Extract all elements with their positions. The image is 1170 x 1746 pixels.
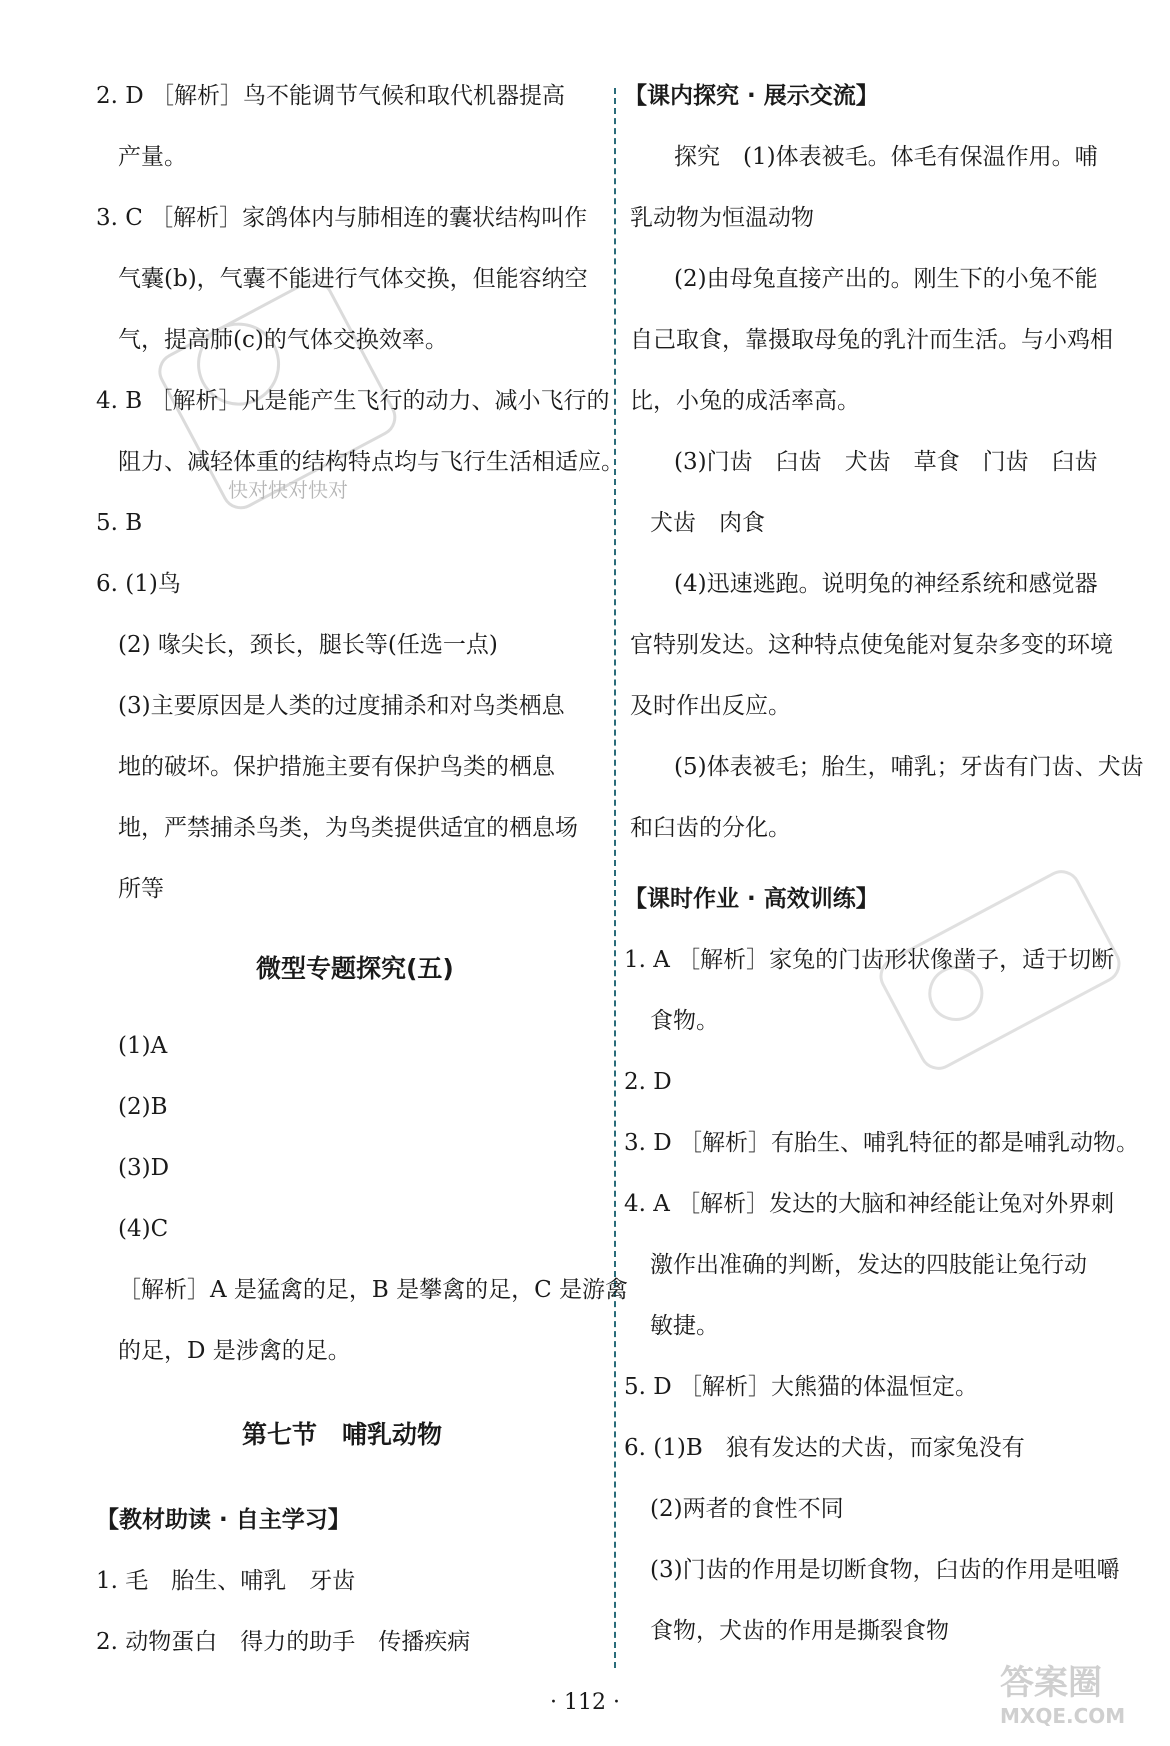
- answer-line: (3)D: [118, 1155, 170, 1181]
- answer-line: (4)迅速逃跑。说明兔的神经系统和感觉器: [674, 571, 1098, 597]
- answer-line: 及时作出反应。: [630, 693, 791, 719]
- answer-line: (2)由母兔直接产出的。刚生下的小兔不能: [674, 266, 1098, 292]
- section-heading: 【课时作业 · 高效训练】: [624, 886, 879, 912]
- answer-line: 气，提高肺(c)的气体交换效率。: [118, 327, 448, 353]
- answer-line: 产量。: [118, 144, 187, 170]
- column-divider: [614, 88, 616, 1668]
- watermark-caption: 快对快对快对: [228, 478, 348, 502]
- answer-line: 地，严禁捕杀鸟类，为鸟类提供适宜的栖息场: [118, 815, 578, 841]
- answer-line: 5. D ［解析］大熊猫的体温恒定。: [624, 1374, 979, 1400]
- answer-line: 3. D ［解析］有胎生、哺乳特征的都是哺乳动物。: [624, 1130, 1140, 1156]
- answer-line: 阻力、减轻体重的结构特点均与飞行生活相适应。: [118, 449, 624, 475]
- chapter-title: 第七节 哺乳动物: [242, 1420, 443, 1449]
- answer-line: 乳动物为恒温动物: [630, 205, 814, 231]
- answer-line: 2. 动物蛋白 得力的助手 传播疾病: [96, 1629, 471, 1655]
- answer-line: 敏捷。: [650, 1313, 719, 1339]
- watermark-logo-url: MXQE.COM: [1000, 1704, 1126, 1728]
- answer-line: 食物。: [650, 1008, 719, 1034]
- answer-line: 的足，D 是涉禽的足。: [118, 1338, 351, 1364]
- answer-line: (2)两者的食性不同: [650, 1496, 844, 1522]
- answer-line: 地的破坏。保护措施主要有保护鸟类的栖息: [118, 754, 555, 780]
- answer-line: 1. 毛 胎生、哺乳 牙齿: [96, 1568, 356, 1594]
- page-number: · 112 ·: [550, 1690, 620, 1715]
- answer-line: 激作出准确的判断，发达的四肢能让兔行动: [650, 1252, 1087, 1278]
- answer-line: 2. D ［解析］鸟不能调节气候和取代机器提高: [96, 83, 566, 109]
- answer-line: 食物，犬齿的作用是撕裂食物: [650, 1618, 949, 1644]
- section-heading: 【课内探究 · 展示交流】: [624, 83, 879, 109]
- answer-line: 气囊(b)，气囊不能进行气体交换，但能容纳空: [118, 266, 588, 292]
- answer-line: (4)C: [118, 1216, 169, 1242]
- answer-line: ［解析］A 是猛禽的足，B 是攀禽的足，C 是游禽: [118, 1277, 629, 1303]
- answer-line: 官特别发达。这种特点使兔能对复杂多变的环境: [630, 632, 1113, 658]
- answer-line: (3)主要原因是人类的过度捕杀和对鸟类栖息: [118, 693, 565, 719]
- answer-line: 5. B: [96, 510, 143, 536]
- answer-line: 犬齿 肉食: [650, 510, 765, 536]
- answer-line: (3)门齿 臼齿 犬齿 草食 门齿 臼齿: [674, 449, 1098, 475]
- answer-line: (1)A: [118, 1033, 168, 1059]
- answer-line: 6. (1)鸟: [96, 571, 181, 597]
- answer-line: (5)体表被毛；胎生，哺乳；牙齿有门齿、犬齿: [674, 754, 1144, 780]
- section-heading: 【教材助读 · 自主学习】: [96, 1507, 351, 1533]
- answer-line: 3. C ［解析］家鸽体内与肺相连的囊状结构叫作: [96, 205, 588, 231]
- answer-line: 6. (1)B 狼有发达的犬齿，而家兔没有: [624, 1435, 1025, 1461]
- answer-line: 4. A ［解析］发达的大脑和神经能让兔对外界刺: [624, 1191, 1115, 1217]
- answer-line: 比，小兔的成活率高。: [630, 388, 860, 414]
- watermark-logo-text: 答案圈: [1000, 1663, 1102, 1703]
- answer-line: 探究 (1)体表被毛。体毛有保温作用。哺: [674, 144, 1098, 170]
- answer-line: 自己取食，靠摄取母兔的乳汁而生活。与小鸡相: [630, 327, 1113, 353]
- answer-line: 和臼齿的分化。: [630, 815, 791, 841]
- section-title: 微型专题探究(五): [256, 954, 454, 983]
- answer-line: (3)门齿的作用是切断食物，臼齿的作用是咀嚼: [650, 1557, 1120, 1583]
- answer-line: 1. A ［解析］家兔的门齿形状像凿子，适于切断: [624, 947, 1115, 973]
- answer-line: (2)B: [118, 1094, 168, 1120]
- answer-line: 4. B ［解析］凡是能产生飞行的动力、减小飞行的: [96, 388, 610, 414]
- answer-line: 2. D: [624, 1069, 672, 1095]
- answer-line: (2) 喙尖长，颈长，腿长等(任选一点): [118, 632, 498, 658]
- answer-line: 所等: [118, 876, 164, 902]
